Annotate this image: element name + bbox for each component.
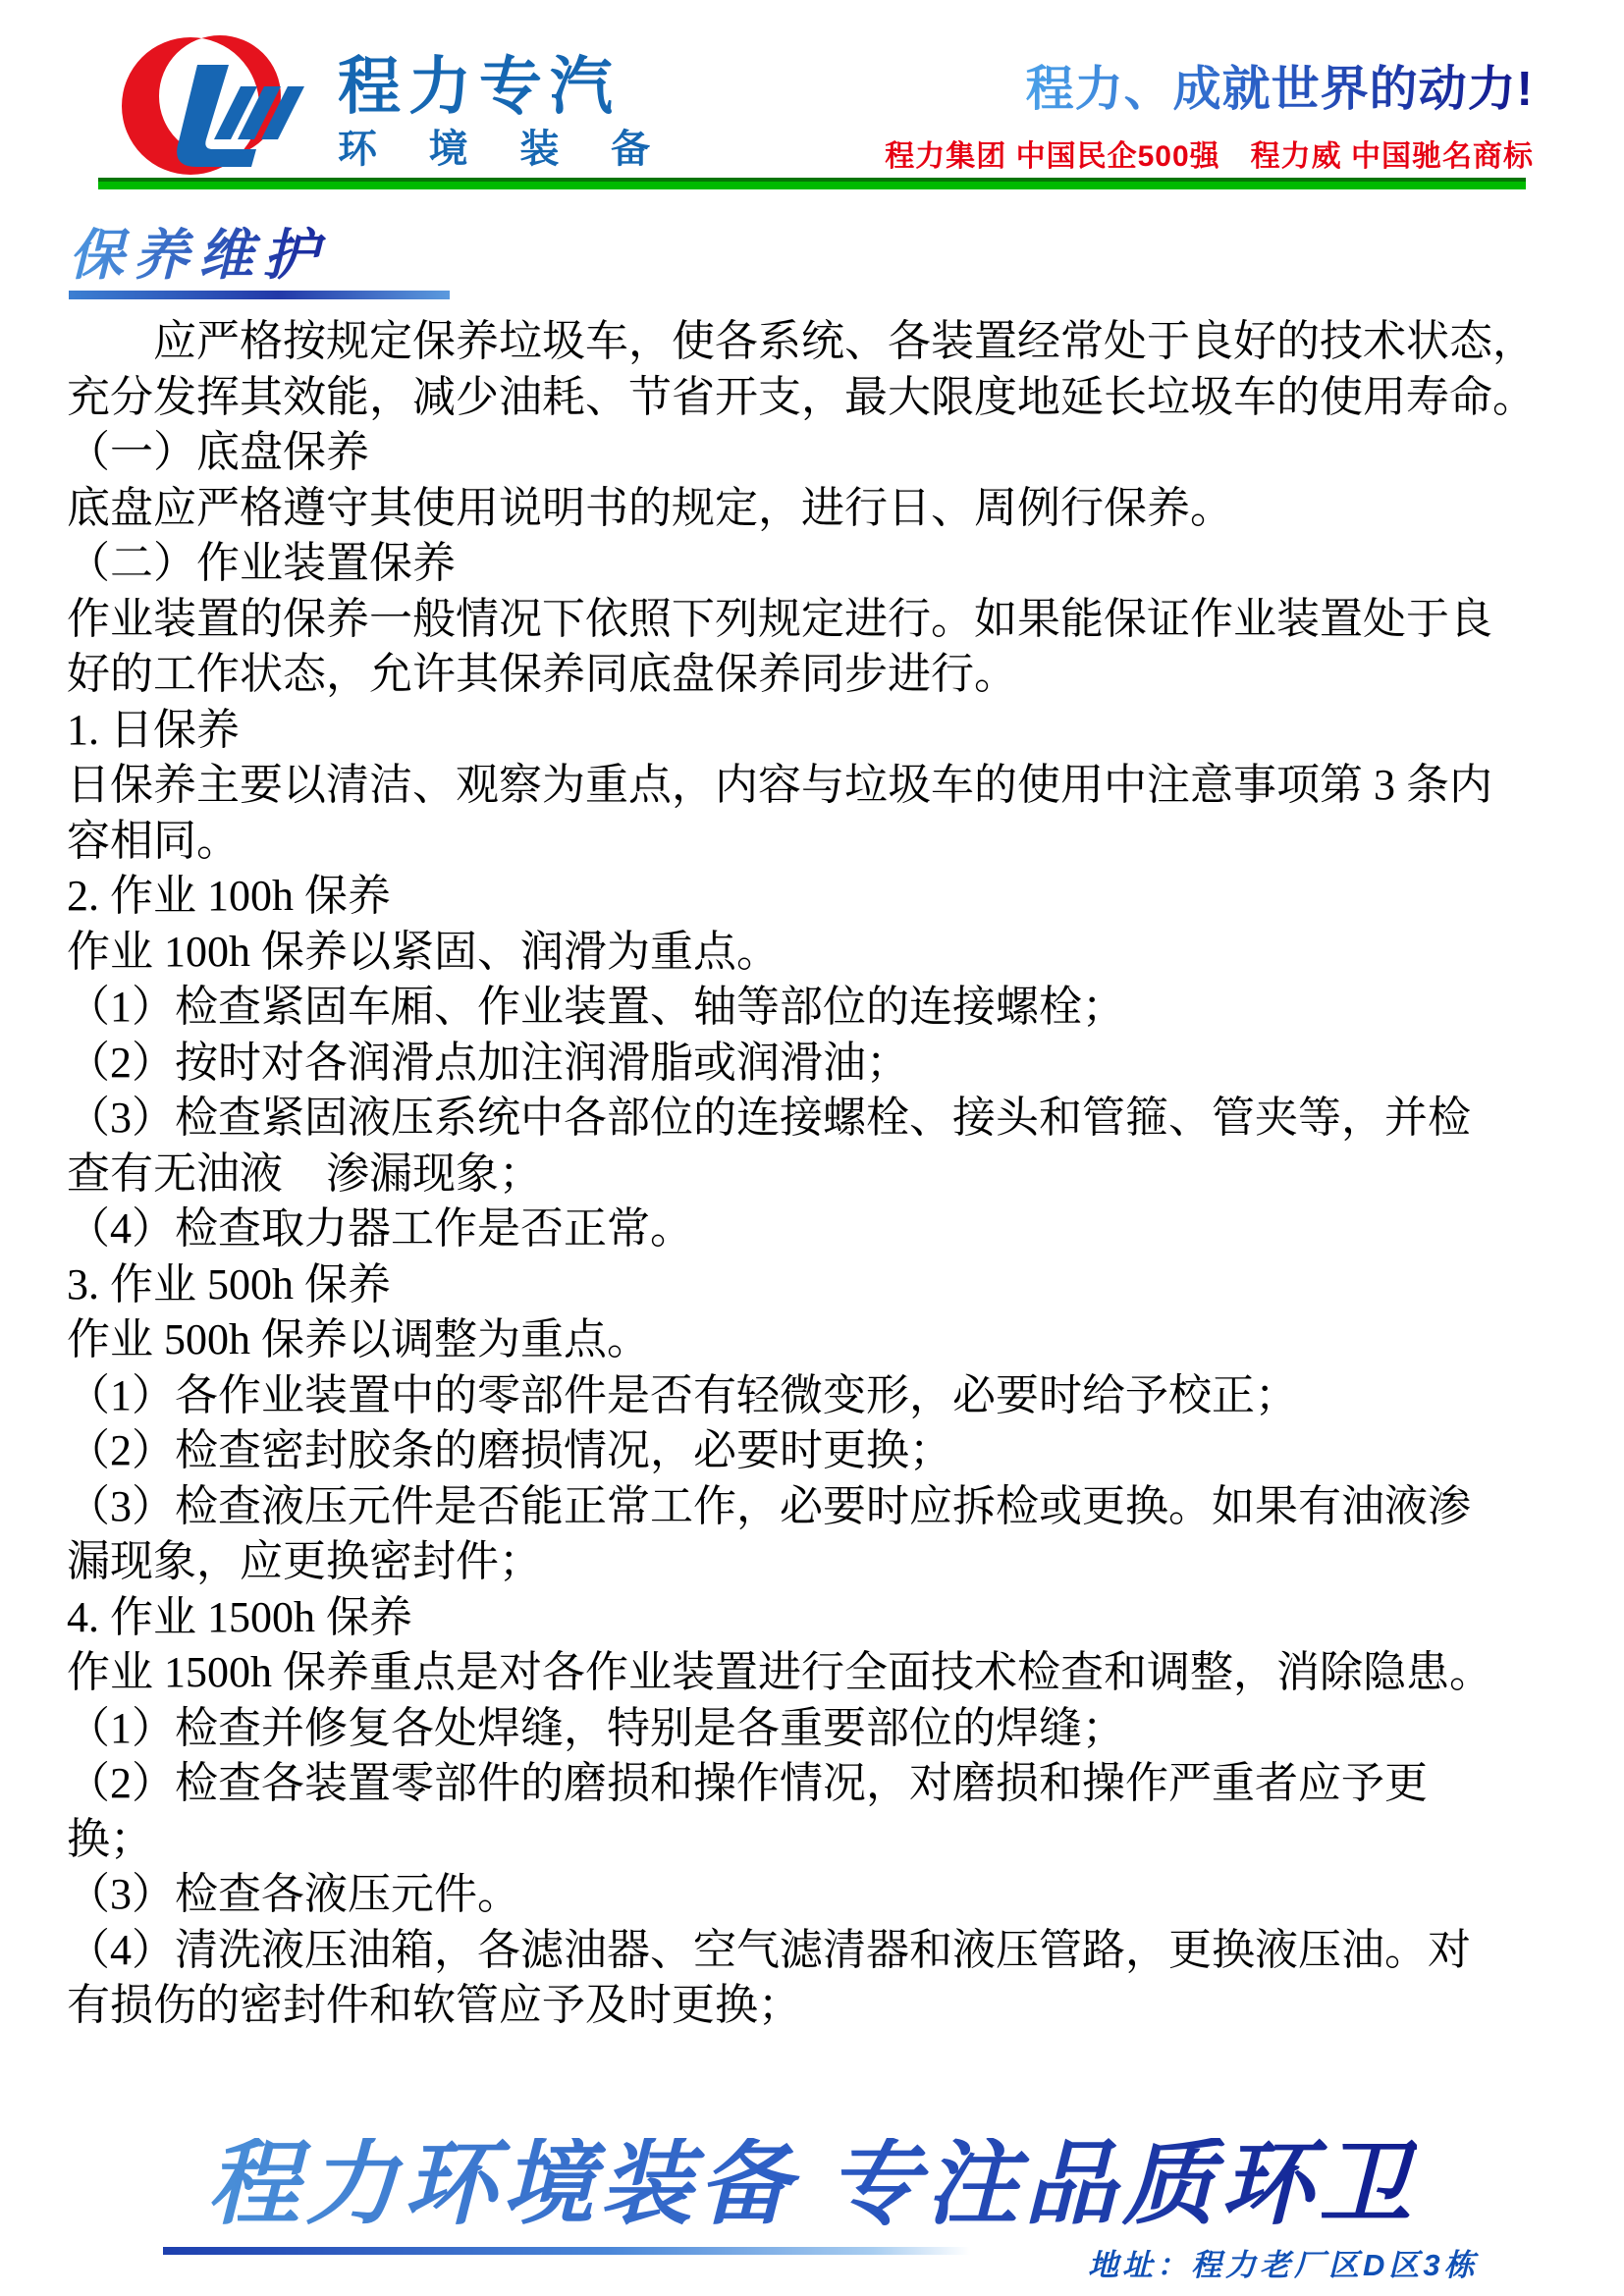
body-line: （1）检查紧固车厢、作业装置、轴等部位的连接螺栓； [67, 983, 1125, 1031]
brand-text-block [338, 29, 650, 169]
body-line: （4）检查取力器工作是否正常。 [67, 1204, 693, 1253]
footer-slogan-block [0, 2132, 1624, 2235]
header-slogans [885, 51, 1534, 175]
body-line: 日保养主要以清洁、观察为重点，内容与垃圾车的使用中注意事项第 3 条内 [67, 761, 1492, 809]
company-logo [96, 29, 650, 179]
body-line: 1. 日保养 [67, 705, 240, 754]
body-line: 3. 作业 500h 保养 [67, 1259, 391, 1308]
body-line: 2. 作业 100h 保养 [67, 872, 391, 920]
body-line: （3）检查各液压元件。 [67, 1870, 520, 1918]
body-line: （3）检查紧固液压系统中各部位的连接螺栓、接头和管箍、管夹等，并检 [67, 1094, 1471, 1142]
body-line: 应严格按规定保养垃圾车，使各系统、各装置经常处于良好的技术状态， [67, 317, 1536, 365]
body-line: 换； [67, 1814, 153, 1863]
body-line: （一）底盘保养 [67, 428, 369, 476]
footer-slogan: 程力环境装备 专注品质环卫 [206, 2132, 1418, 2235]
header-divider [98, 178, 1526, 189]
body-line: （4）清洗液压油箱，各滤油器、空气滤清器和液压管路，更换液压油。对 [67, 1925, 1471, 1974]
chengli-logo-icon [96, 29, 324, 179]
body-line: 有损伤的密封件和软管应予及时更换； [67, 1981, 801, 2029]
body-line: （1）各作业装置中的零部件是否有轻微变形，必要时给予校正； [67, 1370, 1298, 1419]
body-line: （1）检查并修复各处焊缝，特别是各重要部位的焊缝； [67, 1703, 1125, 1752]
body-line: （2）检查各装置零部件的磨损和操作情况，对磨损和操作严重者应予更 [67, 1759, 1428, 1807]
body-line: 漏现象，应更换密封件； [67, 1537, 542, 1585]
body-line: 好的工作状态，允许其保养同底盘保养同步进行。 [67, 650, 1017, 698]
footer-address: 地址：程力老厂区D区3栋 [1088, 2248, 1479, 2282]
main-slogan: 程力、成就世界的动力! [1026, 51, 1534, 120]
page-title: 保养维护 [69, 224, 328, 286]
title-underline [69, 291, 450, 299]
body-line: 容相同。 [67, 816, 240, 865]
body-line: （3）检查液压元件是否能正常工作，必要时应拆检或更换。如果有油液渗 [67, 1481, 1471, 1530]
footer-underline [163, 2247, 970, 2255]
body-line: 作业 100h 保养以紧固、润滑为重点。 [67, 927, 780, 976]
body-line: 4. 作业 1500h 保养 [67, 1592, 412, 1641]
body-line: 查有无油液 渗漏现象； [67, 1148, 542, 1198]
body-line: （2）按时对各润滑点加注润滑脂或润滑油； [67, 1038, 909, 1087]
body-line: 底盘应严格遵守其使用说明书的规定，进行日、周例行保养。 [67, 483, 1233, 532]
body-text [67, 314, 1561, 2034]
body-line: 作业装置的保养一般情况下依照下列规定进行。如果能保证作业装置处于良 [67, 594, 1492, 643]
brand-subname: 环境装备 [338, 128, 650, 171]
brand-name: 程力专汽 [338, 51, 621, 122]
body-line: 作业 1500h 保养重点是对各作业装置进行全面技术检查和调整，消除隐患。 [67, 1648, 1492, 1696]
body-line: 作业 500h 保养以调整为重点。 [67, 1315, 650, 1363]
section-title-block [69, 224, 450, 299]
body-line: 充分发挥其效能，减少油耗、节省开支，最大限度地延长垃圾车的使用寿命。 [67, 372, 1536, 421]
sub-slogan: 程力集团 中国民企500强 程力威 中国驰名商标 [885, 140, 1534, 173]
body-line: （二）作业装置保养 [67, 539, 456, 587]
body-line: （2）检查密封胶条的磨损情况，必要时更换； [67, 1426, 952, 1474]
